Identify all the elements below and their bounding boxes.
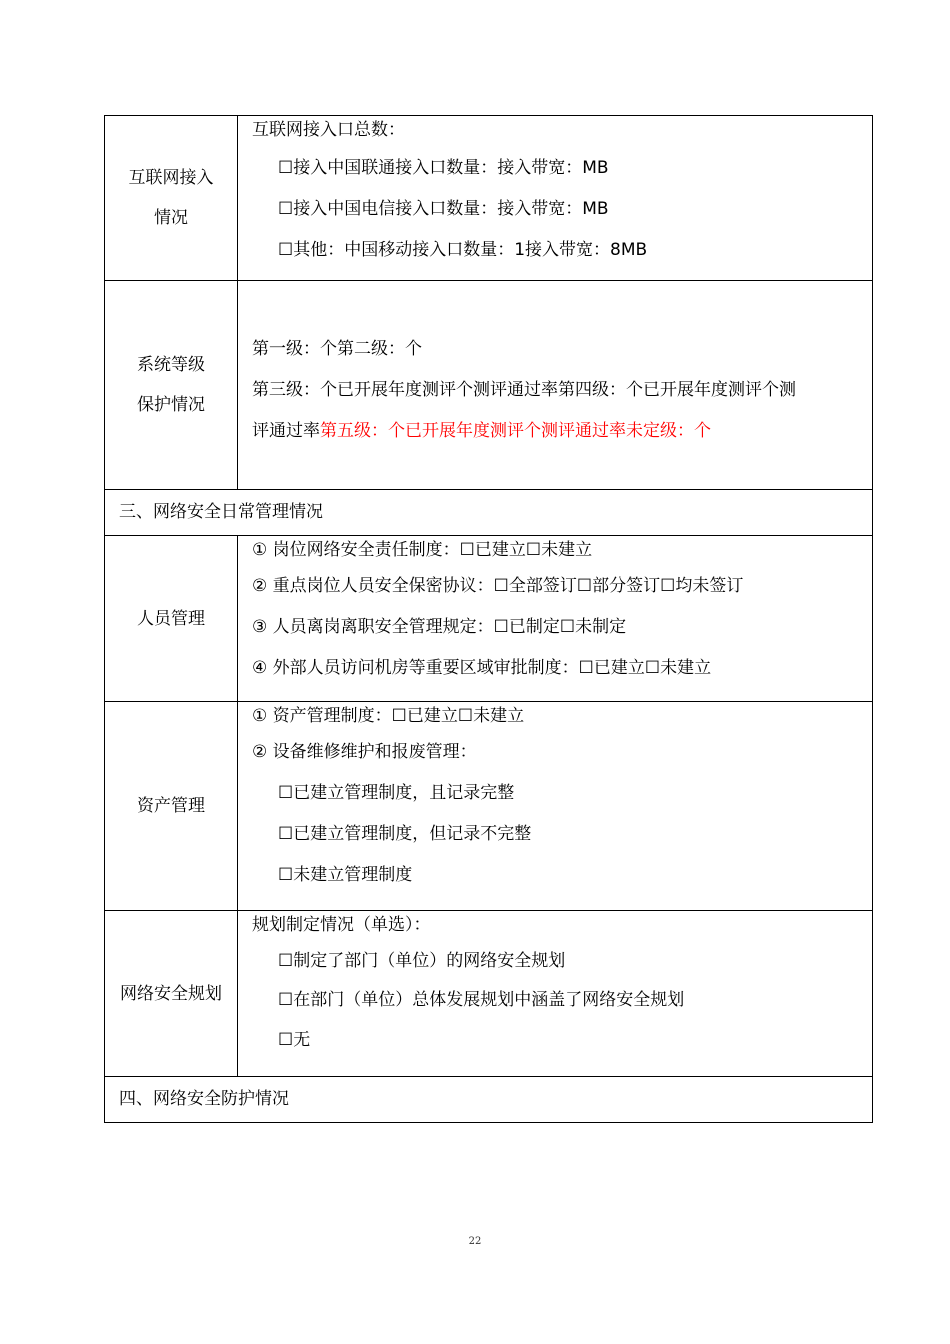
- grading-line-2: 第三级：个已开展年度测评个测评通过率第四级：个已开展年度测评个测: [252, 380, 796, 400]
- assets-line-1: ① 资产管理制度：☐已建立☐未建立: [252, 706, 525, 726]
- assets-line-2: ② 设备维修维护和报废管理：: [252, 742, 477, 762]
- survey-form-table: [104, 115, 873, 1123]
- assets-option-1: ☐已建立管理制度，且记录完整: [278, 783, 515, 803]
- personnel-line-1: ① 岗位网络安全责任制度：☐已建立☐未建立: [252, 540, 593, 560]
- section4-title: 四、网络安全防护情况: [105, 1077, 873, 1123]
- telecom-line: ☐接入中国电信接入口数量：接入带宽：MB: [278, 199, 609, 219]
- access-total-line: 互联网接入口总数：: [252, 120, 405, 140]
- personnel-label: 人员管理: [105, 536, 238, 702]
- planning-label: 网络安全规划: [105, 911, 238, 1077]
- planning-row: [105, 911, 873, 1077]
- grading-row: [105, 281, 873, 490]
- personnel-line-3: ③ 人员离岗离职安全管理规定：☐已制定☐未制定: [252, 617, 627, 637]
- grading-line-3: 评通过率第五级：个已开展年度测评个测评通过率未定级：个: [252, 421, 711, 441]
- internet-access-row: [105, 116, 873, 281]
- planning-option-3: ☐无: [278, 1030, 311, 1050]
- section3-row: [105, 490, 873, 536]
- planning-content: [238, 911, 873, 1077]
- other-line: ☐其他：中国移动接入口数量：1接入带宽：8MB: [278, 240, 648, 260]
- section3-title: 三、网络安全日常管理情况: [105, 490, 873, 536]
- planning-intro: 规划制定情况（单选）：: [252, 915, 431, 935]
- grading-label: 系统等级 保护情况: [105, 281, 238, 490]
- planning-option-1: ☐制定了部门（单位）的网络安全规划: [278, 951, 566, 971]
- red-highlight-text: 第五级：个已开展年度测评个测评通过率未定级：个: [320, 421, 711, 441]
- personnel-line-2: ② 重点岗位人员安全保密协议：☐全部签订☐部分签订☐均未签订: [252, 576, 744, 596]
- personnel-row: [105, 536, 873, 702]
- section4-row: [105, 1077, 873, 1123]
- internet-access-label: 互联网接入 情况: [105, 116, 238, 281]
- unicom-line: ☐接入中国联通接入口数量：接入带宽：MB: [278, 158, 609, 178]
- assets-label: 资产管理: [105, 702, 238, 911]
- grading-content: [238, 281, 873, 490]
- personnel-line-4: ④ 外部人员访问机房等重要区域审批制度：☐已建立☐未建立: [252, 658, 712, 678]
- assets-option-3: ☐未建立管理制度: [278, 865, 413, 885]
- planning-option-2: ☐在部门（单位）总体发展规划中涵盖了网络安全规划: [278, 990, 685, 1010]
- assets-content: [238, 702, 873, 911]
- grading-line-1: 第一级：个第二级：个: [252, 339, 422, 359]
- internet-access-content: [238, 116, 873, 281]
- personnel-content: [238, 536, 873, 702]
- assets-option-2: ☐已建立管理制度，但记录不完整: [278, 824, 532, 844]
- page-number: 22: [468, 1236, 482, 1247]
- assets-row: [105, 702, 873, 911]
